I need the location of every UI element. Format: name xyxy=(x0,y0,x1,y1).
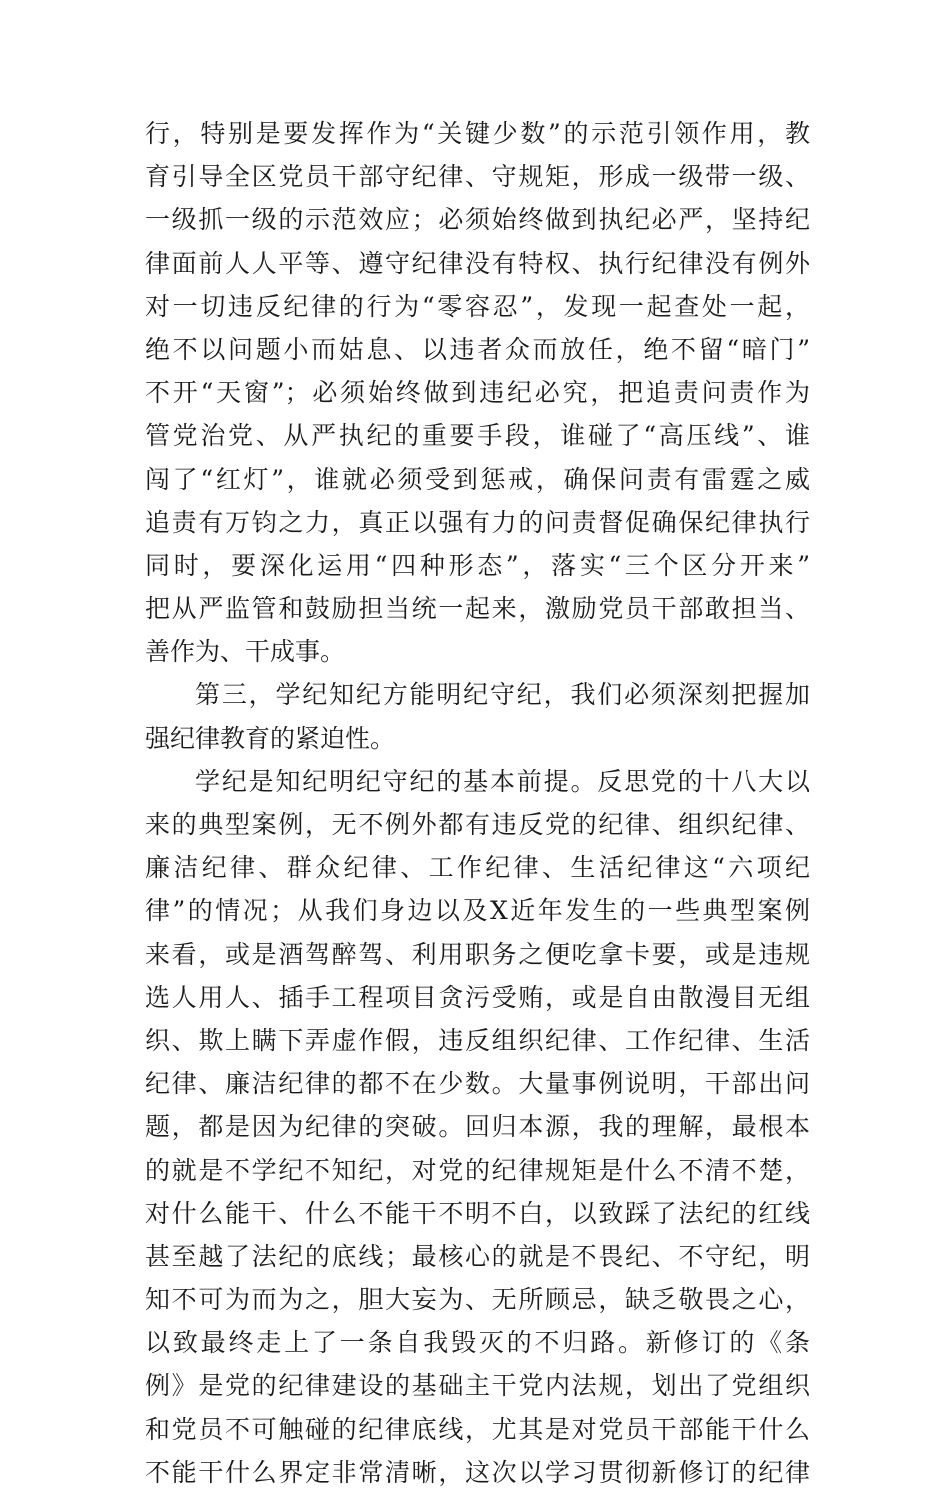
text-line: 不开“天窗”；必须始终做到违纪必究，把追责问责作为 xyxy=(145,378,810,408)
text-line: 闯了“红灯”，谁就必须受到惩戒，确保问责有雷霆之威 xyxy=(145,464,810,494)
text-line: 廉洁纪律、群众纪律、工作纪律、生活纪律这“六项纪 xyxy=(145,853,810,883)
text-line: 追责有万钧之力，真正以强有力的问责督促确保纪律执行 xyxy=(145,507,810,537)
text-line: 行，特别是要发挥作为“关键少数”的示范引领作用，教 xyxy=(145,119,810,148)
text-line: 育引导全区党员干部守纪律、守规矩，形成一级带一级、 xyxy=(145,162,810,192)
text-line: 知不可为而为之，胆大妄为、无所顾忌，缺乏敬畏之心， xyxy=(145,1285,810,1315)
text-line: 选人用人、插手工程项目贪污受贿，或是自由散漫目无组 xyxy=(145,982,810,1012)
text-line: 律”的情况；从我们身边以及X近年发生的一些典型案例 xyxy=(145,896,810,926)
text-line: 不能干什么界定非常清晰，这次以学习贯彻新修订的纪律 xyxy=(145,1457,810,1487)
text-line: 绝不以问题小而姑息、以违者众而放任，绝不留“暗门” xyxy=(145,334,810,364)
text-line: 例》是党的纪律建设的基础主干党内法规，划出了党组织 xyxy=(145,1371,810,1401)
text-line: 的就是不学纪不知纪，对党的纪律规矩是什么不清不楚， xyxy=(145,1155,810,1185)
section-heading-line: 第三，学纪知纪方能明纪守纪，我们必须深刻把握加 xyxy=(195,680,810,710)
text-line: 织、欺上瞒下弄虚作假，违反组织纪律、工作纪律、生活 xyxy=(145,1025,810,1055)
paragraph-start-line: 学纪是知纪明纪守纪的基本前提。反思党的十八大以 xyxy=(195,766,810,796)
text-line: 来看，或是酒驾醉驾、利用职务之便吃拿卡要，或是违规 xyxy=(145,939,810,969)
text-line: 来的典型案例，无不例外都有违反党的纪律、组织纪律、 xyxy=(145,810,810,839)
text-line: 对什么能干、什么不能干不明不白，以致踩了法纪的红线 xyxy=(145,1198,810,1228)
text-line: 管党治党、从严执纪的重要手段，谁碰了“高压线”、谁 xyxy=(145,421,810,451)
text-line: 和党员不可触碰的纪律底线，尤其是对党员干部能干什么 xyxy=(145,1414,810,1444)
text-line: 甚至越了法纪的底线；最核心的就是不畏纪、不守纪，明 xyxy=(145,1241,810,1271)
text-line: 同时，要深化运用“四种形态”，落实“三个区分开来” xyxy=(145,550,810,580)
text-line: 律面前人人平等、遵守纪律没有特权、执行纪律没有例外 xyxy=(145,248,810,278)
section-heading-end-line: 强纪律教育的紧迫性。 xyxy=(145,723,396,753)
text-line: 一级抓一级的示范效应；必须始终做到执纪必严，坚持纪 xyxy=(145,205,810,235)
text-line: 题，都是因为纪律的突破。回归本源，我的理解，最根本 xyxy=(145,1112,810,1142)
body-text xyxy=(145,112,810,1494)
text-line: 以致最终走上了一条自我毁灭的不归路。新修订的《条 xyxy=(145,1328,810,1358)
text-line: 纪律、廉洁纪律的都不在少数。大量事例说明，干部出问 xyxy=(145,1069,810,1099)
text-line: 把从严监管和鼓励担当统一起来，激励党员干部敢担当、 xyxy=(145,594,810,624)
text-line: 对一切违反纪律的行为“零容忍”，发现一起查处一起， xyxy=(145,291,810,321)
paragraph-end-line: 善作为、干成事。 xyxy=(145,637,346,667)
